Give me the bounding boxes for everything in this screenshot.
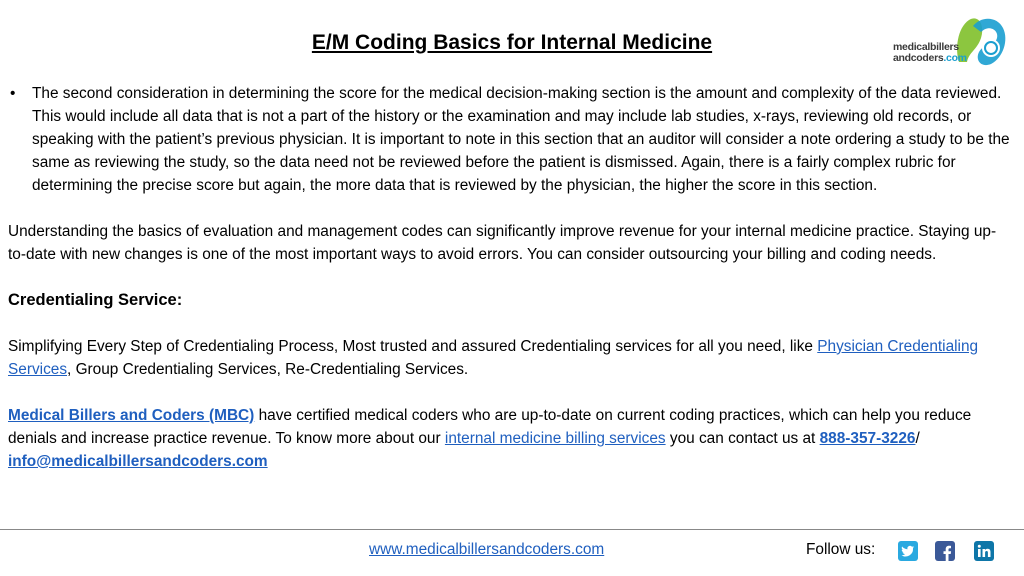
linkedin-icon xyxy=(974,541,994,561)
summary-paragraph: Understanding the basics of evaluation and management codes can significantly improve revenue for your internal medicine practice. Staying up-to-date with new changes is one of the most important ways to avoid errors. You can consider outsourcing your billing and coding needs. xyxy=(8,223,997,263)
bullet-marker: • xyxy=(10,85,16,102)
footer-website-link[interactable]: www.medicalbillersandcoders.com xyxy=(369,541,605,558)
email-link[interactable]: info@medicalbillersandcoders.com xyxy=(8,453,268,470)
follow-us-label: Follow us: xyxy=(806,541,876,558)
mbc-text-1: have certified medical coders who are up-to-date on current coding practices, which can help you reduce denials and increase practice revenue. To know more about our xyxy=(8,407,972,447)
credentialing-text-before: Simplifying Every Step of Credentialing Process, Most trusted and assured Credentialing services for all you need, like xyxy=(8,338,818,355)
mbc-paragraph xyxy=(8,404,1014,473)
phone-link[interactable]: 888-357-3226 xyxy=(819,430,916,447)
logo-line-1: medicalbillers xyxy=(893,41,959,53)
mbc-link[interactable]: Medical Billers and Coders (MBC) xyxy=(8,407,255,424)
page-title: E/M Coding Basics for Internal Medicine xyxy=(311,31,713,54)
main-content xyxy=(8,82,1014,496)
bullet-item xyxy=(8,82,1014,197)
logo-line-2-suffix: .com xyxy=(943,52,967,64)
credentialing-paragraph xyxy=(8,335,1014,381)
section-heading: Credentialing Service: xyxy=(8,291,183,309)
contact-separator: / xyxy=(915,430,920,447)
physician-credentialing-link[interactable]: Physician Credentialing Services xyxy=(8,338,979,378)
credentialing-text-after: , Group Credentialing Services, Re-Credentialing Services. xyxy=(67,361,469,378)
logo-wordmark xyxy=(893,42,967,64)
twitter-icon xyxy=(898,541,918,561)
facebook-icon xyxy=(935,541,955,561)
twitter-button[interactable] xyxy=(898,541,918,561)
logo-line-2: andcoders xyxy=(893,52,944,64)
facebook-button[interactable] xyxy=(935,541,955,561)
linkedin-button[interactable] xyxy=(974,541,994,561)
bullet-text: The second consideration in determining the score for the medical decision-making section is the amount and complexity of the data reviewed. This would include all data that is not a part of the history or the examination and may include lab studies, x-rays, reviewing old records, or speaking with the patient’s previous physician. It is important to note in this section that an auditor will consider a note ordering a study to be the same as reviewing the study, so the data need not be reviewed before the patient is dismissed. Again, there is a fairly complex rubric for determining the precise score but again, the more data that is reviewed by the physician, the higher the score in this section. xyxy=(32,85,1010,194)
footer-divider xyxy=(0,529,1024,530)
mbc-text-2: you can contact us at xyxy=(665,430,820,447)
billing-services-link[interactable]: internal medicine billing services xyxy=(444,430,666,447)
company-logo[interactable] xyxy=(893,12,1015,72)
